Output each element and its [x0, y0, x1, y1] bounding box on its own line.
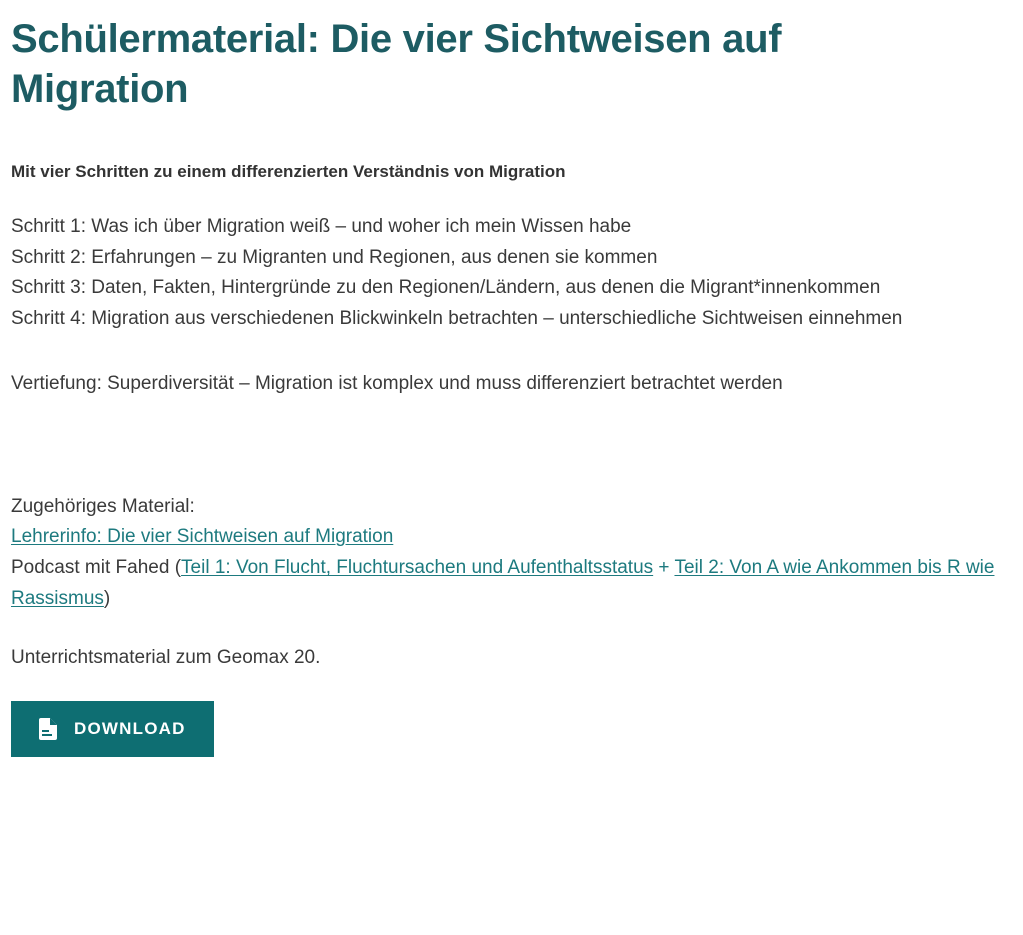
related-material-label: Zugehöriges Material:: [11, 495, 195, 517]
vertiefung-text: Vertiefung: Superdiversität – Migration ist komplex und muss differenziert betrachtet werden: [11, 372, 783, 394]
podcast-suffix: ): [103, 587, 111, 609]
page-title: Schülermaterial: Die vier Sichtweisen auf Migration: [11, 17, 782, 111]
list-item: Schritt 1: Was ich über Migration weiß – und woher ich mein Wissen habe: [11, 215, 632, 237]
related-material-link-row: [11, 522, 1003, 553]
list-item: Schritt 2: Erfahrungen – zu Migranten und Regionen, aus denen sie kommen: [11, 246, 658, 268]
download-button[interactable]: [11, 701, 214, 757]
list-item: Schritt 4: Migration aus verschiedenen Blickwinkeln betrachten – unterschiedliche Sichtweisen einnehmen: [11, 308, 903, 330]
related-material-block: [11, 492, 1003, 615]
podcast-row: [11, 553, 1003, 615]
list-item: Schritt 3: Daten, Fakten, Hintergründe zu den Regionen/Ländern, aus denen die Migrant*innenkommen: [11, 277, 881, 299]
lehrerinfo-link[interactable]: Lehrerinfo: Die vier Sichtweisen auf Migration: [11, 526, 394, 548]
podcast-prefix: Podcast mit Fahed (: [11, 557, 182, 579]
download-button-label: DOWNLOAD: [74, 719, 186, 739]
steps-list: [11, 212, 1001, 335]
pdf-file-icon: [39, 718, 57, 740]
subtitle: Mit vier Schritten zu einem differenzierten Verständnis von Migration: [11, 162, 566, 181]
note-text: Unterrichtsmaterial zum Geomax 20.: [11, 646, 321, 668]
podcast-separator: +: [653, 557, 675, 579]
podcast-teil1-link[interactable]: Teil 1: Von Flucht, Fluchtursachen und Aufenthaltsstatus: [181, 557, 654, 579]
podcast-teil2-link[interactable]: Teil 2: Von A wie Ankommen bis R wie Rassismus: [11, 557, 995, 609]
